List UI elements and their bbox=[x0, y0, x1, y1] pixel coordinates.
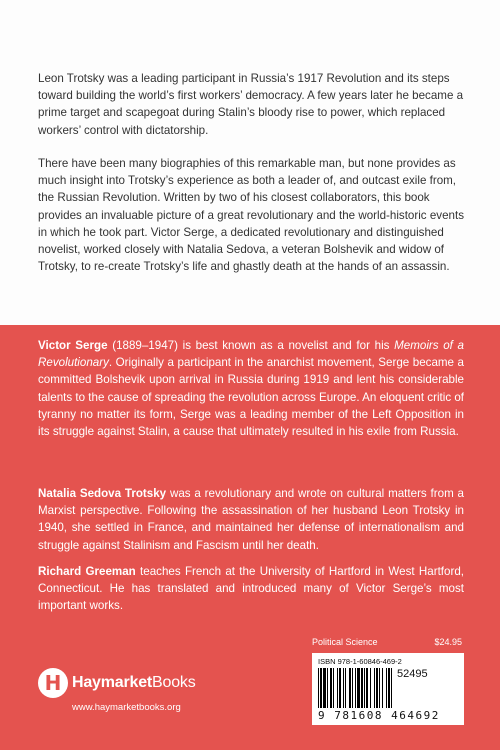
summary-section bbox=[0, 0, 500, 325]
summary-paragraph-2: There have been many biographies of this remarkable man, but none provides as much insight into Trotsky’s experience as both a leader of, and outcast exile from, the Russian Revolution. Written by two of his closest collaborators, this book provides an invaluable picture of a great revolutionary and the world-historic events in which he took part. Victor Serge, a dedicated revolutionary and distinguished novelist, worked closely with Natalia Sedova, a veteran Bolshevik and widow of Trotsky, to re-create Trotsky’s life and ghastly death at the hands of an assassin. bbox=[38, 157, 464, 274]
book-title: Memoirs of a Revolutionary bbox=[38, 339, 464, 370]
summary-paragraph-1: Leon Trotsky was a leading participant in Russia’s 1917 Revolution and its steps toward building the world’s first workers’ democracy. A few years later he became a prime target and scapegoat during Stalin’s bloody rise to power, which replaced workers’ control with dictatorship. bbox=[38, 72, 464, 137]
bio-text: teaches French at the University of Hartford in West Hartford, Connecticut. He has translated and introduced many of Victor Serge’s most important works. bbox=[38, 565, 464, 613]
publisher-url: www.haymarketbooks.org bbox=[72, 702, 181, 713]
bio-text: (1889–1947) is best known as a novelist and for his bbox=[107, 339, 395, 352]
isbn-text: ISBN 978-1-60846-469-2 bbox=[318, 657, 402, 666]
publisher-logo bbox=[38, 668, 196, 698]
bio-victor-serge bbox=[38, 337, 464, 440]
publisher-name: HaymarketBooks bbox=[72, 674, 196, 691]
price-code: 52495 bbox=[397, 668, 428, 680]
price-label: $24.95 bbox=[434, 637, 462, 647]
bio-name: Natalia Sedova Trotsky bbox=[38, 487, 167, 500]
category-label: Political Science bbox=[312, 637, 378, 647]
barcode-box bbox=[312, 653, 464, 725]
bio-text: . Originally a participant in the anarchist movement, Serge became a committed Bolshevik upon arrival in Russia during 1919 and lent his considerable talents to the cause of spreading the revolution across Europe. An eloquent critic of tyranny no matter its form, Serge was a leading member of the Left Opposition in its struggle against Stalin, a cause that ultimately resulted in his exile from Russia. bbox=[38, 356, 465, 439]
ean-digits: 9 781608 464692 bbox=[318, 709, 440, 722]
bio-name: Richard Greeman bbox=[38, 565, 136, 578]
bio-richard-greeman bbox=[38, 563, 464, 615]
retail-info bbox=[312, 637, 462, 725]
haymarket-logo-icon: H bbox=[38, 668, 68, 698]
bio-text: was a revolutionary and wrote on cultural matters from a Marxist perspective. Following the assassination of her husband Leon Trotsky in 1940, she settled in France, and maintained her defense of internationalism and struggle against Stalinism and Fascism until her death. bbox=[38, 487, 464, 552]
bio-name: Victor Serge bbox=[38, 339, 108, 352]
bio-natalia-sedova bbox=[38, 485, 464, 554]
barcode-icon bbox=[318, 668, 393, 708]
